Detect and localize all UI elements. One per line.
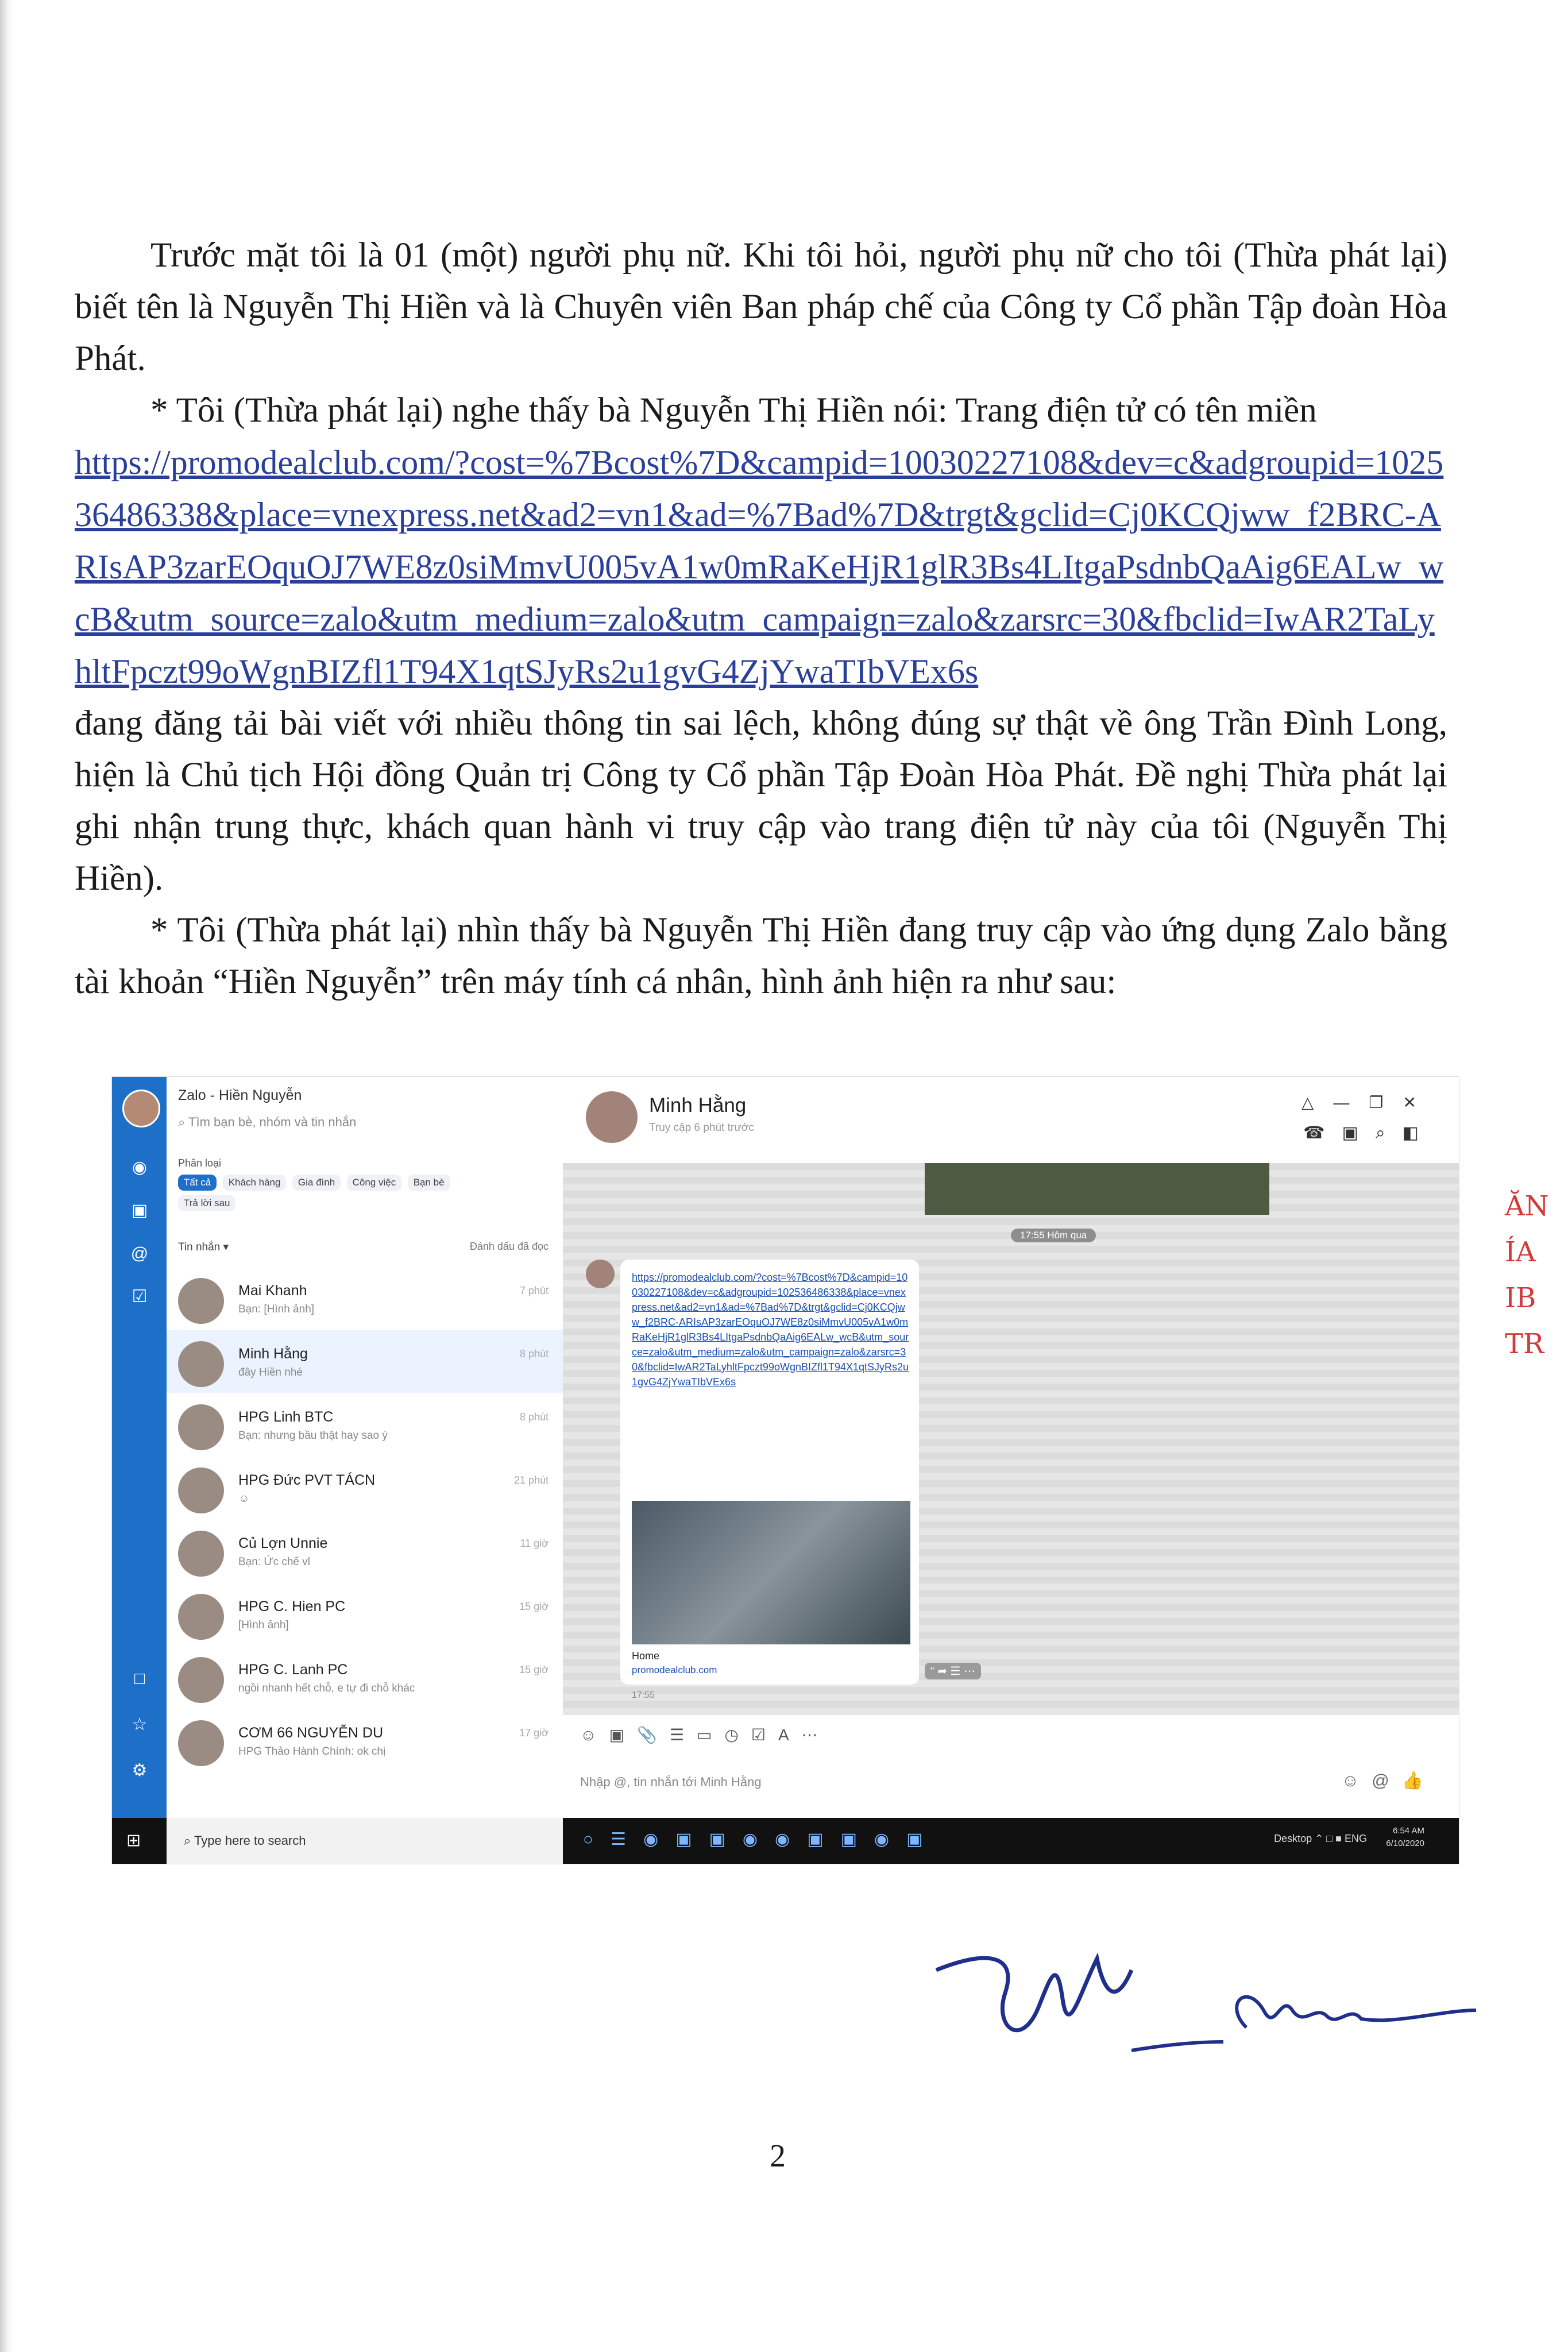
- settings-gear-icon[interactable]: ⚙: [132, 1761, 148, 1780]
- link-preview-image[interactable]: [632, 1501, 910, 1644]
- user-avatar[interactable]: [122, 1090, 160, 1127]
- app-title: Zalo - Hiền Nguyễn: [178, 1087, 302, 1103]
- avatar: [178, 1341, 224, 1387]
- chip-reply-later[interactable]: Trả lời sau: [178, 1195, 235, 1211]
- document-body: [75, 230, 1447, 1008]
- stamp-text: TR: [1505, 1328, 1544, 1360]
- avatar: [178, 1278, 224, 1324]
- shared-photo[interactable]: [925, 1163, 1269, 1215]
- message-input[interactable]: [563, 1755, 1459, 1818]
- chip-work[interactable]: Công việc: [347, 1175, 402, 1191]
- link-message-bubble[interactable]: [620, 1260, 919, 1700]
- sender-avatar: [586, 1260, 615, 1288]
- conversation-name: CƠM 66 NGUYỄN DU: [238, 1725, 384, 1741]
- conversation-item-selected[interactable]: [167, 1330, 563, 1393]
- conversation-name: HPG Linh BTC: [238, 1409, 334, 1425]
- conversation-name: Mai Khanh: [238, 1283, 307, 1299]
- conversation-time: 15 giờ: [519, 1664, 549, 1675]
- zalo-screenshot: [112, 1077, 1459, 1864]
- todo-icon[interactable]: ☑: [132, 1287, 148, 1306]
- category-chips: [178, 1175, 465, 1216]
- desktop-label: Desktop: [1274, 1833, 1312, 1844]
- conversation-time: 8 phút: [519, 1411, 549, 1423]
- conversation-panel: [167, 1077, 563, 1818]
- conversation-name: HPG C. Lanh PC: [238, 1662, 348, 1678]
- conversation-item[interactable]: [167, 1393, 563, 1456]
- avatar: [178, 1467, 224, 1513]
- window-controls[interactable]: △—❐✕: [1301, 1094, 1436, 1111]
- windows-start-icon[interactable]: ⊞: [126, 1831, 141, 1850]
- taskbar-search-text: Type here to search: [194, 1833, 306, 1848]
- conversation-preview: HPG Thảo Hành Chính: ok chị: [238, 1745, 386, 1758]
- chat-header: [563, 1077, 1459, 1164]
- avatar: [178, 1657, 224, 1703]
- chat-tools[interactable]: ☎▣⌕◧: [1303, 1123, 1436, 1142]
- system-tray[interactable]: Desktop ⌃ □ ■ ENG: [1274, 1833, 1367, 1844]
- conversation-item[interactable]: [167, 1709, 563, 1772]
- clock-date: 6/10/2020: [1386, 1839, 1424, 1848]
- conversation-name: Minh Hằng: [238, 1346, 308, 1362]
- url-paragraph: [75, 437, 1447, 698]
- search-placeholder: Tìm bạn bè, nhóm và tin nhắn: [188, 1115, 357, 1129]
- paragraph-2-intro: * Tôi (Thừa phát lại) nghe thấy bà Nguyễn Thị Hiền nói: Trang điện tử có tên miền: [150, 391, 1317, 430]
- stamp-text: ÍA: [1505, 1236, 1536, 1268]
- message-link[interactable]: https://promodealclub.com/?cost=%7Bcost%7D&campid=10030227108&dev=c&adgroupid=102536486338&place=vnexpress.net&ad2=vn1&ad=%7Bad%7D&trgt&gclid=Cj0KCQjww_f2BRC-ARIsAP3zarEOquOJ7WE8z0siMmvU005vA1w0mRaKeHjR1glR3Bs4LItgaPsdnbQaAig6EALw_wcB&utm_source=zalo&utm_medium=zalo&utm_campaign=zalo&zarsrc=30&fbclid=IwAR2TaLyhltFpczt99oWgnBIZfl1T94X1qtSJyRs2u1gvG4ZjYwaTIbVEx6s: [632, 1272, 909, 1388]
- time-separator: 17:55 Hôm qua: [1011, 1229, 1096, 1242]
- conversation-name: HPG C. Hien PC: [238, 1598, 346, 1615]
- avatar: [178, 1531, 224, 1577]
- taskbar-clock: [1386, 1825, 1424, 1850]
- screenshot-icon[interactable]: □: [134, 1669, 145, 1688]
- conversation-time: 8 phút: [519, 1348, 549, 1360]
- avatar: [178, 1404, 224, 1450]
- emoji-icon[interactable]: ☺@👍: [1341, 1771, 1436, 1790]
- clock-time: 6:54 AM: [1392, 1826, 1424, 1836]
- promo-url-link[interactable]: https://promodealclub.com/?cost=%7Bcost%7D&campid=10030227108&dev=c&adgroupid=102536486338&place=vnexpress.net&ad2=vn1&ad=%7Bad%7D&trgt&gclid=Cj0KCQjww_f2BRC-ARIsAP3zarEOquOJ7WE8z0siMmvU005vA1w0mRaKeHjR1glR3Bs4LItgaPsdnbQaAig6EALw_wcB&utm_source=zalo&utm_medium=zalo&utm_campaign=zalo&zarsrc=30&fbclid=IwAR2TaLyhltFpczt99oWgnBIZfl1T94X1qtSJyRs2u1gvG4ZjYwaTIbVEx6s: [75, 443, 1444, 690]
- handwritten-signature: [925, 1924, 1482, 2096]
- chip-customers[interactable]: Khách hàng: [223, 1175, 287, 1191]
- conversation-time: 15 giờ: [519, 1601, 549, 1612]
- contact-name: Minh Hằng: [649, 1094, 747, 1117]
- paragraph-3: * Tôi (Thừa phát lại) nhìn thấy bà Nguyễn Thị Hiền đang truy cập vào ứng dụng Zalo bằng tài khoản “Hiền Nguyễn” trên máy tính cá nhân, hình ảnh hiện ra như sau:: [75, 911, 1447, 1001]
- contact-status: Truy cập 6 phút trước: [649, 1122, 754, 1134]
- zalo-nav-rail: [112, 1077, 167, 1818]
- contact-avatar[interactable]: [586, 1091, 638, 1143]
- message-area: [563, 1163, 1459, 1714]
- chat-panel: [563, 1077, 1459, 1818]
- scan-edge: [0, 0, 13, 2352]
- conversation-preview: Bạn: Ức chế vl: [238, 1556, 311, 1568]
- conversation-item[interactable]: [167, 1266, 563, 1330]
- emoji-icon: ☺: [238, 1493, 250, 1505]
- conversation-preview: [Hình ảnh]: [238, 1619, 289, 1631]
- page-number: 2: [770, 2138, 786, 2174]
- conversation-name: HPG Đức PVT TÁCN: [238, 1472, 376, 1488]
- taskbar-apps[interactable]: ○☰◉▣▣◉◉▣▣◉▣: [583, 1830, 940, 1849]
- star-icon[interactable]: ☆: [132, 1715, 148, 1734]
- category-label: Phân loại: [178, 1157, 222, 1169]
- search-input[interactable]: ⌕ Tìm bạn bè, nhóm và tin nhắn: [178, 1115, 357, 1129]
- stamp-text: ĂN: [1505, 1190, 1549, 1222]
- mention-icon[interactable]: @: [130, 1244, 149, 1263]
- contacts-icon[interactable]: ▣: [131, 1201, 148, 1220]
- language-indicator: ENG: [1344, 1833, 1367, 1844]
- conversation-preview: Bạn: nhưng bầu thật hay sao ý: [238, 1430, 388, 1442]
- paragraph-2-rest: đang đăng tải bài viết với nhiều thông tin sai lệch, không đúng sự thật về ông Trần Đình Long, hiện là Chủ tịch Hội đồng Quản trị Công ty Cổ phần Tập Đoàn Hòa Phát. Đề nghị Thừa phát lại ghi nhận trung thực, khách quan hành vi truy cập vào trang điện tử này của tôi (Nguyễn Thị Hiền).: [75, 704, 1447, 898]
- conversation-preview: Bạn: [Hình ảnh]: [238, 1303, 315, 1315]
- taskbar-search[interactable]: ⌕ Type here to search: [167, 1818, 563, 1864]
- windows-taskbar: [112, 1818, 1459, 1864]
- conversation-preview: đây Hiền nhé: [238, 1366, 303, 1378]
- link-preview-domain[interactable]: promodealclub.com: [632, 1664, 717, 1675]
- conversation-item[interactable]: [167, 1519, 563, 1582]
- link-preview-title: Home: [632, 1650, 660, 1662]
- chip-friends[interactable]: Bạn bè: [408, 1175, 450, 1191]
- message-time: 17:55: [632, 1690, 655, 1700]
- chat-icon[interactable]: ◉: [132, 1158, 148, 1177]
- conversation-time: 7 phút: [519, 1285, 549, 1296]
- composer-toolbar[interactable]: ☺▣📎☰▭◷☑A⋯: [563, 1714, 1459, 1755]
- conversation-time: 17 giờ: [519, 1727, 549, 1739]
- message-input-placeholder: Nhập @, tin nhắn tới Minh Hằng: [580, 1775, 762, 1789]
- conversation-item[interactable]: [167, 1456, 563, 1519]
- stamp-text: IB: [1505, 1282, 1536, 1314]
- conversation-item[interactable]: [167, 1646, 563, 1709]
- message-actions[interactable]: “ ➦ ☰ ⋯: [925, 1663, 981, 1679]
- conversation-time: 11 giờ: [520, 1538, 549, 1549]
- conversation-name: Củ Lợn Unnie: [238, 1535, 328, 1551]
- inbox-filter[interactable]: Tin nhắn ▾: [178, 1241, 229, 1253]
- mark-read-link[interactable]: Đánh dấu đã đọc: [469, 1241, 549, 1252]
- conversation-item[interactable]: [167, 1582, 563, 1646]
- avatar: [178, 1594, 224, 1640]
- chip-family[interactable]: Gia đình: [292, 1175, 341, 1191]
- conversation-time: 21 phút: [513, 1474, 549, 1486]
- chip-all[interactable]: Tất cả: [178, 1175, 217, 1191]
- avatar: [178, 1720, 224, 1766]
- paragraph-1: Trước mặt tôi là 01 (một) người phụ nữ. Khi tôi hỏi, người phụ nữ cho tôi (Thừa phát lại) biết tên là Nguyễn Thị Hiền và là Chuyên viên Ban pháp chế của Công ty Cổ phần Tập đoàn Hòa Phát.: [75, 236, 1447, 378]
- red-stamp-fragment: [1505, 1183, 1562, 1367]
- conversation-preview: ngồi nhanh hết chỗ, e tự đi chỗ khác: [238, 1682, 415, 1694]
